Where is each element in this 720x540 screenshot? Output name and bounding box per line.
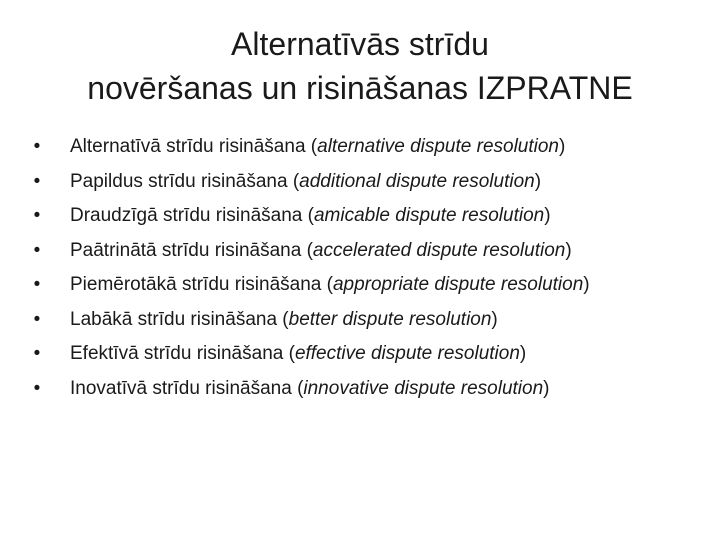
list-item [30,165,700,200]
item-english-term: better dispute resolution [288,308,492,330]
bullet-icon: • [33,377,41,399]
bullet-icon: • [33,205,41,226]
slide-title [40,22,680,110]
item-close-paren: ) [583,274,590,295]
item-latvian-text: Paātrinātā strīdu risināšana ( [70,239,313,261]
item-close-paren: ) [534,170,542,192]
list-item [30,372,700,407]
item-english-term: amicable dispute resolution [313,205,545,226]
item-latvian-text: Piemērotākā strīdu risināšana ( [70,274,333,295]
list-item [30,268,700,303]
item-latvian-text: Efektīvā strīdu risināšana ( [70,343,295,364]
bullet-icon: • [33,170,41,192]
list-item [30,130,700,165]
title-line-1: Alternatīvās strīdu [231,26,489,62]
item-close-paren: ) [544,205,551,226]
item-latvian-text: Inovatīvā strīdu risināšana ( [70,377,304,399]
list-item [30,234,700,269]
bullet-icon: • [33,274,41,295]
item-close-paren: ) [565,239,572,261]
item-close-paren: ) [543,377,550,399]
bullet-icon: • [33,136,41,157]
item-latvian-text: Papildus strīdu risināšana ( [70,170,300,192]
item-english-term: innovative dispute resolution [303,377,544,399]
item-close-paren: ) [519,343,527,364]
bullet-icon: • [33,343,41,364]
list-item [30,337,700,372]
item-latvian-text: Labākā strīdu risināšana ( [70,308,289,330]
item-latvian-text: Draudzīgā strīdu risināšana ( [70,205,314,226]
item-english-term: additional dispute resolution [299,170,535,192]
list-item [30,303,700,338]
item-english-term: appropriate dispute resolution [332,274,584,295]
bullet-icon: • [33,239,41,261]
bullet-list [30,130,700,406]
item-english-term: effective dispute resolution [294,343,520,364]
item-latvian-text: Alternatīvā strīdu risināšana ( [70,136,318,157]
item-close-paren: ) [559,136,566,157]
item-english-term: alternative dispute resolution [317,136,559,157]
list-item [30,199,700,234]
item-english-term: accelerated dispute resolution [312,239,566,261]
title-line-2: novēršanas un risināšanas IZPRATNE [87,70,633,106]
bullet-icon: • [33,308,41,330]
item-close-paren: ) [491,308,498,330]
